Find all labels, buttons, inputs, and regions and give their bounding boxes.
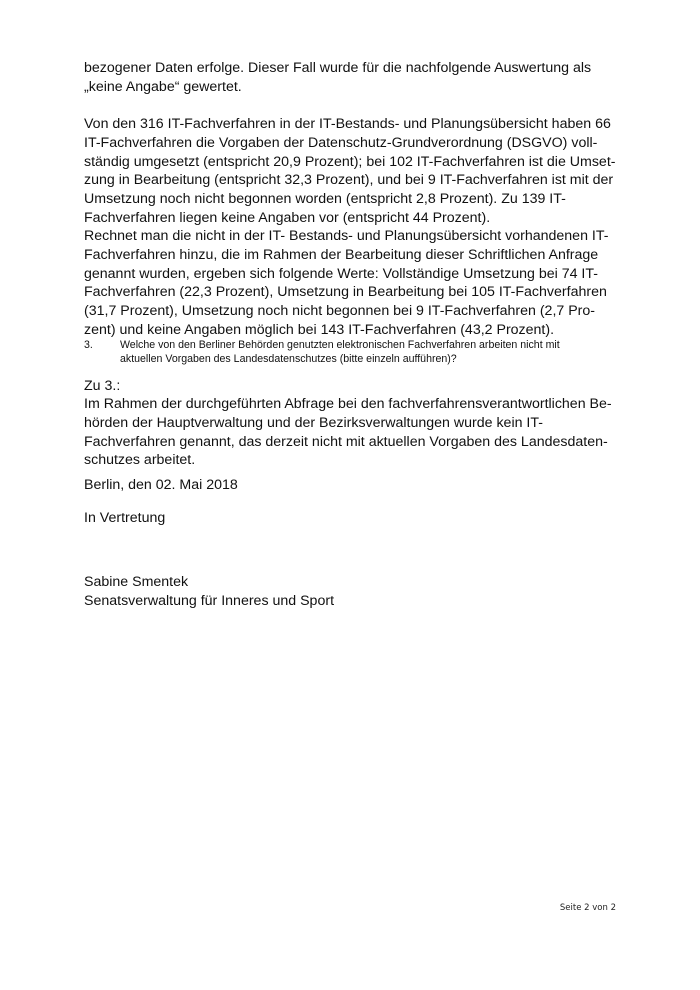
text-line: Fachverfahren liegen keine Angaben vor (entspricht 44 Prozent).	[84, 209, 491, 226]
paragraph-data-evaluation-note	[84, 59, 624, 97]
text-line: Welche von den Berliner Behörden genutzten elektronischen Fachverfahren arbeiten nicht mit	[120, 339, 560, 351]
text-line: ständig umgesetzt (entspricht 20,9 Prozent); bei 102 IT-Fachverfahren ist die Umset-	[84, 153, 616, 170]
question-text	[120, 338, 560, 366]
text-line: (31,7 Prozent), Umsetzung noch nicht begonnen bei 9 IT-Fachverfahren (2,7 Pro-	[84, 303, 596, 320]
text-line: Von den 316 IT-Fachverfahren in der IT-Bestands- und Planungsübersicht haben 66	[84, 116, 611, 132]
text-line: schutzes arbeitet.	[84, 452, 196, 469]
question-number: 3.	[84, 339, 93, 351]
text-line: Rechnet man die nicht in der IT- Bestands- und Planungsübersicht vorhandenen IT-	[84, 228, 609, 244]
text-line: Fachverfahren hinzu, die im Rahmen der Bearbeitung dieser Schriftlichen Anfrage	[84, 246, 599, 263]
answer-heading: Zu 3.:	[84, 378, 121, 394]
text-line: Fachverfahren genannt, das derzeit nicht mit aktuellen Vorgaben des Landesdaten-	[84, 433, 608, 450]
text-line: „keine Angabe“ gewertet.	[84, 78, 242, 95]
place-date: Berlin, den 02. Mai 2018	[84, 477, 238, 493]
answer-text	[84, 395, 624, 470]
signature-block	[84, 573, 624, 611]
text-line: IT-Fachverfahren die Vorgaben der Datenschutz-Grundverordnung (DSGVO) voll-	[84, 134, 598, 151]
text-line: genannt wurden, ergeben sich folgende Werte: Vollständige Umsetzung bei 74 IT-	[84, 265, 598, 282]
text-line: Im Rahmen der durchgeführten Abfrage bei den fachverfahrensverantwortlichen Be-	[84, 396, 612, 412]
text-line: zent) und keine Angaben möglich bei 143 IT-Fachverfahren (43,2 Prozent).	[84, 321, 555, 338]
signatory-name: Sabine Smentek	[84, 574, 189, 590]
page-number: Seite 2 von 2	[559, 903, 616, 913]
signatory-organization: Senatsverwaltung für Inneres und Sport	[84, 592, 335, 609]
text-line: Fachverfahren (22,3 Prozent), Umsetzung in Bearbeitung bei 105 IT-Fachverfahren	[84, 284, 607, 301]
paragraph-dsgvo-status	[84, 115, 624, 228]
paragraph-combined-values	[84, 227, 624, 340]
representation-note: In Vertretung	[84, 510, 166, 526]
text-line: hörden der Hauptverwaltung und der Bezirksverwaltungen wurde kein IT-	[84, 414, 543, 431]
text-line: bezogener Daten erfolge. Dieser Fall wurde für die nachfolgende Auswertung als	[84, 60, 592, 76]
text-line: aktuellen Vorgaben des Landesdatenschutzes (bitte einzeln aufführen)?	[120, 353, 457, 365]
text-line: Umsetzung noch nicht begonnen worden (entspricht 2,8 Prozent). Zu 139 IT-	[84, 191, 566, 208]
text-line: zung in Bearbeitung (entspricht 32,3 Prozent), und bei 9 IT-Fachverfahren ist mit der	[84, 172, 614, 189]
